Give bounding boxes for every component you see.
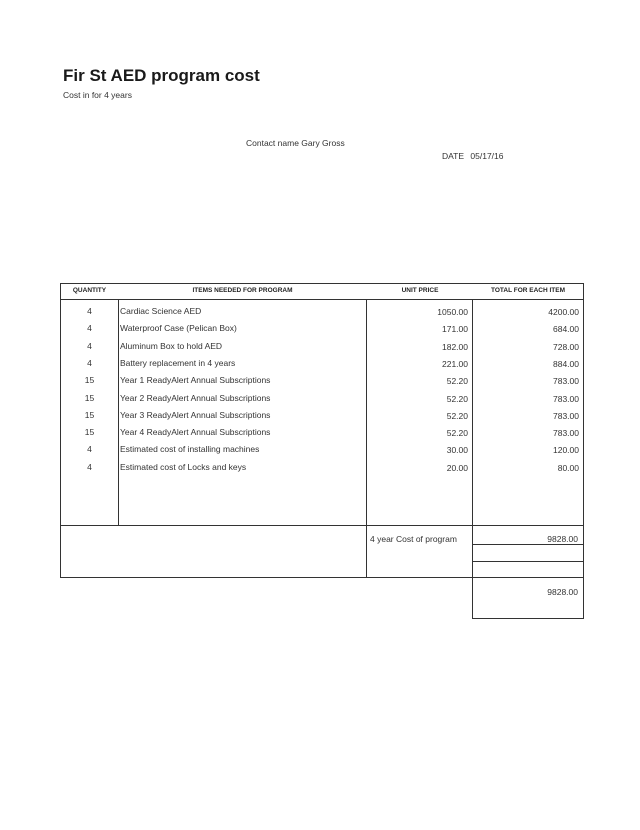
row-item: Aluminum Box to hold AED [120,340,223,351]
footer-value: 9828.00 [547,534,578,544]
row-unit-price: 52.20 [446,393,468,404]
table-row [61,355,583,372]
row-total: 80.00 [557,462,579,473]
row-unit-price: 182.00 [442,341,468,352]
row-unit-price: 1050.00 [437,307,468,317]
row-item: Waterproof Case (Pelican Box) [120,323,237,334]
header-total: TOTAL FOR EACH ITEM [490,287,566,294]
row-quantity: 15 [84,409,95,420]
row-total: 120.00 [553,445,579,456]
table-row [61,407,583,424]
row-item: Estimated cost of installing machines [120,444,260,455]
row-total: 728.00 [553,341,579,352]
row-quantity: 4 [87,340,92,351]
divider-body-bottom [61,525,583,526]
divider-footer-2 [472,561,583,562]
final-total-value: 9828.00 [547,587,578,597]
header-items: ITEMS NEEDED FOR PROGRAM [192,287,293,294]
document-date: DATE 05/17/16 [442,151,504,161]
row-unit-price: 221.00 [442,358,468,369]
row-item: Year 3 ReadyAlert Annual Subscriptions [120,409,271,420]
row-unit-price: 30.00 [446,445,468,456]
row-total: 783.00 [553,376,579,387]
table-row [61,424,583,441]
contact-name: Contact name Gary Gross [246,138,345,148]
document-subtitle: Cost in for 4 years [63,90,132,100]
table-row [61,320,583,337]
table-row [61,372,583,389]
row-quantity: 15 [84,392,95,403]
document-title: Fir St AED program cost [63,66,260,85]
row-quantity: 4 [87,323,92,334]
row-quantity: 15 [84,375,95,386]
row-quantity: 4 [87,461,92,472]
row-total: 684.00 [553,324,579,335]
row-unit-price: 171.00 [442,324,468,335]
row-item: Year 2 ReadyAlert Annual Subscriptions [120,392,271,403]
row-item: Battery replacement in 4 years [120,357,236,368]
row-quantity: 4 [87,444,92,455]
row-quantity: 15 [84,427,95,438]
row-item: Cardiac Science AED [120,306,202,316]
final-total-box [472,578,584,619]
table-row [61,390,583,407]
divider-footer-1 [472,544,583,545]
row-unit-price: 52.20 [446,428,468,439]
header-unit-price: UNIT PRICE [401,287,439,294]
header-quantity: QUANTITY [72,287,107,294]
row-unit-price: 52.20 [446,376,468,387]
table-row [61,459,583,476]
table-header [61,284,583,300]
row-total: 783.00 [553,393,579,404]
row-quantity: 4 [87,357,92,368]
row-total: 783.00 [553,410,579,421]
row-total: 4200.00 [548,307,579,317]
table-row [61,303,583,320]
footer-label: 4 year Cost of program [370,534,457,544]
row-item: Estimated cost of Locks and keys [120,461,247,472]
row-unit-price: 20.00 [446,462,468,473]
table-row [61,441,583,458]
table-row [61,338,583,355]
row-total: 783.00 [553,428,579,439]
row-unit-price: 52.20 [446,410,468,421]
row-total: 884.00 [553,358,579,369]
row-item: Year 4 ReadyAlert Annual Subscriptions [120,427,271,438]
row-item: Year 1 ReadyAlert Annual Subscriptions [120,375,271,386]
row-quantity: 4 [87,306,92,316]
